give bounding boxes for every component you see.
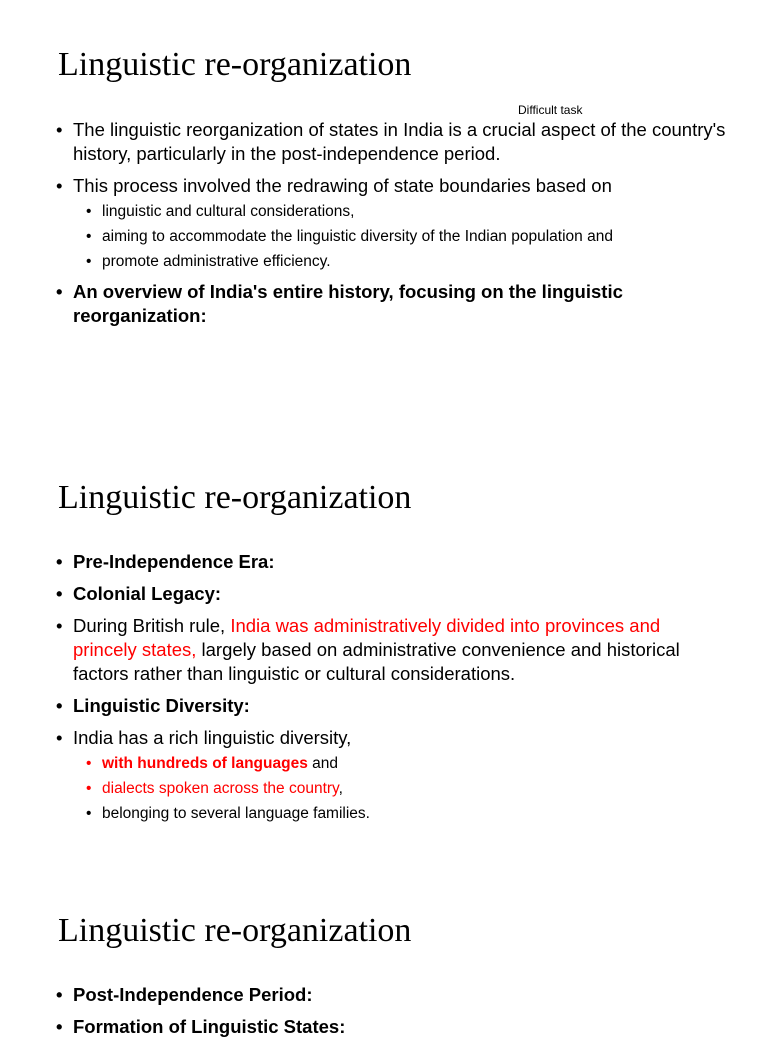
bullet-item [56, 1015, 728, 1039]
bullet-item [56, 550, 728, 574]
sub-bullet-item [56, 200, 728, 224]
sub-bullet-text: promote administrative efficiency. [102, 253, 331, 270]
slide-title: Linguistic re-organization [58, 479, 412, 516]
highlighted-text: India was administratively divided into provinces and princely states, [73, 615, 661, 660]
speaker-note: Difficult task [518, 103, 583, 117]
slide-2 [0, 434, 768, 868]
slide-1 [0, 0, 768, 434]
sub-bullet-item [56, 802, 728, 826]
slide-title: Linguistic re-organization [58, 912, 412, 949]
bullet-text: The linguistic reorganization of states in India is a crucial aspect of the country's history, particularly in the post-independence period. [73, 119, 726, 164]
sub-bullet-item [56, 225, 728, 249]
bullet-text: Post-Independence Period: [73, 984, 313, 1005]
sub-bullet-item [56, 250, 728, 274]
bullet-text: largely based on administrative convenience and historical factors rather than linguistic or cultural considerations. [73, 639, 680, 684]
sub-bullet-text: , [338, 780, 343, 797]
slide-title: Linguistic re-organization [58, 46, 412, 83]
bullet-item [56, 582, 728, 606]
bullet-text: This process involved the redrawing of state boundaries based on [73, 175, 612, 196]
bullet-text: Pre-Independence Era: [73, 551, 275, 572]
bullet-item [56, 280, 728, 328]
sub-bullet-text: and [307, 755, 338, 772]
bullet-item [56, 726, 728, 750]
slide-3 [0, 868, 768, 1037]
bullet-item [56, 614, 728, 686]
bullet-text: India has a rich linguistic diversity, [73, 727, 352, 748]
bullet-list [56, 983, 728, 1039]
sub-bullet-text: belonging to several language families. [102, 805, 370, 822]
bullet-text: An overview of India's entire history, focusing on the linguistic reorganization: [73, 281, 623, 326]
bullet-item [56, 983, 728, 1007]
bullet-text: Linguistic Diversity: [73, 695, 250, 716]
bullet-item [56, 694, 728, 718]
sub-bullet-item [56, 777, 728, 801]
highlighted-text: dialects spoken across the country [102, 780, 339, 797]
bullet-text: During British rule, [73, 615, 231, 636]
highlighted-text: with hundreds of languages [102, 755, 308, 772]
bullet-list [56, 550, 728, 826]
bullet-list [56, 118, 728, 328]
sub-bullet-text: aiming to accommodate the linguistic diversity of the Indian population and [102, 228, 613, 245]
bullet-text: Colonial Legacy: [73, 583, 222, 604]
bullet-text: Formation of Linguistic States: [73, 1016, 346, 1037]
sub-bullet-item [56, 752, 728, 776]
bullet-item [56, 174, 728, 198]
sub-bullet-text: linguistic and cultural considerations, [102, 203, 355, 220]
bullet-item [56, 118, 728, 166]
